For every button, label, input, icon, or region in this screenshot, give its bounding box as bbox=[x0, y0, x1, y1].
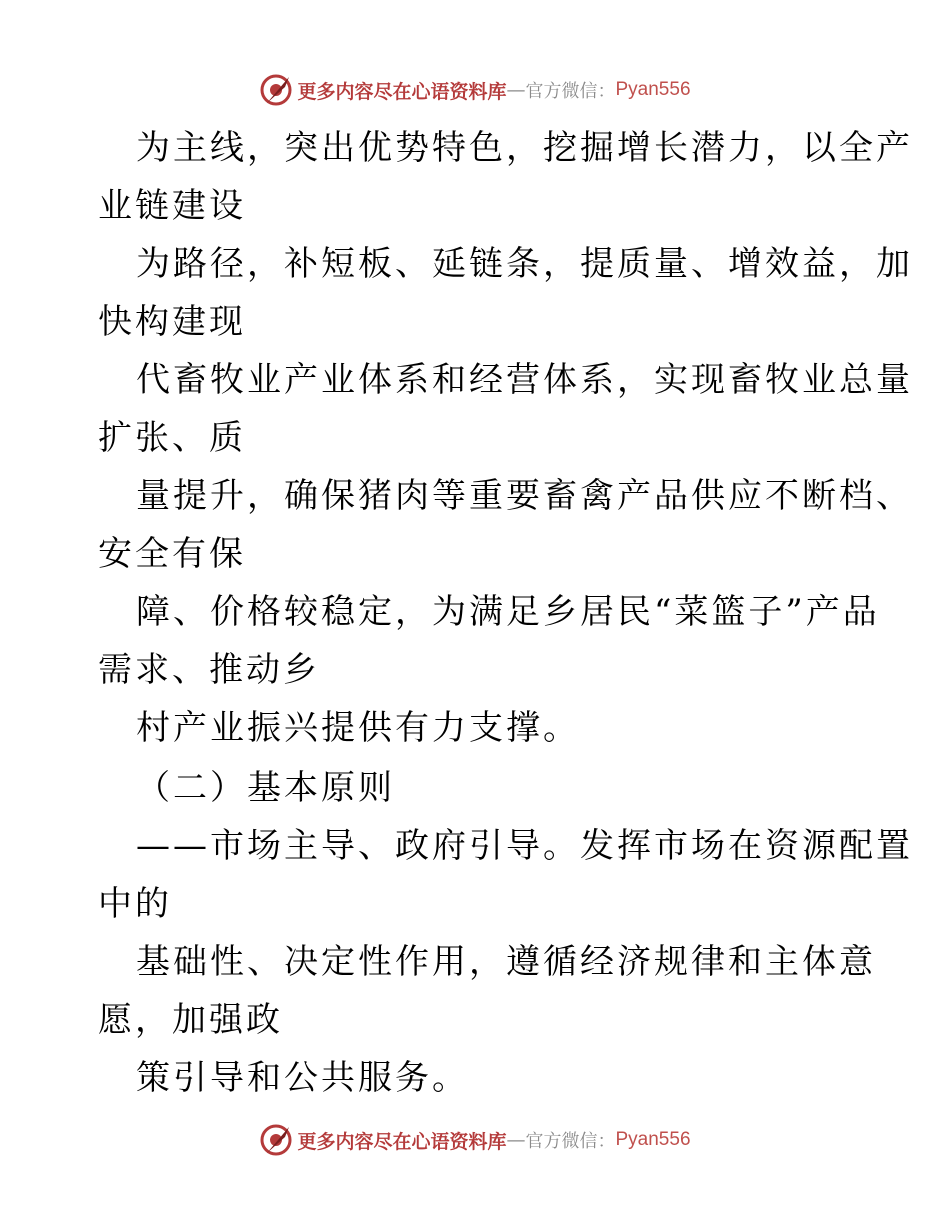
text-line: 策引导和公共服务。 bbox=[136, 1058, 469, 1098]
text-line: 村产业振兴提供有力支撑。 bbox=[136, 708, 580, 748]
watermark-wechat-label: 官方微信： bbox=[525, 1131, 616, 1152]
quill-logo-icon bbox=[259, 73, 293, 107]
header-watermark bbox=[0, 72, 950, 108]
text-line: 为主线，突出优势特色，挖掘增长潜力，以全产 bbox=[136, 128, 913, 168]
watermark-brand: 更多内容尽在心语资料库 bbox=[297, 1130, 507, 1153]
footer-watermark bbox=[0, 1122, 950, 1158]
text-line: 障、价格较稳定，为满足乡居民“菜篮子”产品 bbox=[136, 592, 880, 632]
watermark-separator: — bbox=[506, 1129, 526, 1151]
text-line: 安全有保 bbox=[98, 534, 246, 574]
text-line: 量提升，确保猪肉等重要畜禽产品供应不断档、 bbox=[136, 476, 913, 516]
text-line: ——市场主导、政府引导。发挥市场在资源配置 bbox=[136, 826, 913, 866]
text-line: 基础性、决定性作用，遵循经济规律和主体意 bbox=[136, 942, 876, 982]
text-line: 中的 bbox=[98, 884, 172, 924]
watermark-separator: — bbox=[506, 79, 526, 101]
text-line: 代畜牧业产业体系和经营体系，实现畜牧业总量 bbox=[136, 360, 913, 400]
watermark-brand: 更多内容尽在心语资料库 bbox=[297, 80, 507, 103]
text-line: 愿，加强政 bbox=[98, 1000, 283, 1040]
quill-logo-icon bbox=[259, 1123, 293, 1157]
watermark-wechat-id: Pyan556 bbox=[615, 79, 691, 100]
watermark-wechat-id: Pyan556 bbox=[615, 1129, 691, 1150]
text-line: 为路径，补短板、延链条，提质量、增效益，加 bbox=[136, 244, 913, 284]
text-line: 需求、推动乡 bbox=[98, 650, 320, 690]
watermark-wechat-label: 官方微信： bbox=[525, 81, 616, 102]
text-line: 快构建现 bbox=[98, 302, 246, 342]
text-line: 扩张、质 bbox=[98, 418, 246, 458]
section-heading: （二）基本原则 bbox=[136, 768, 395, 808]
text-line: 业链建设 bbox=[98, 186, 246, 226]
